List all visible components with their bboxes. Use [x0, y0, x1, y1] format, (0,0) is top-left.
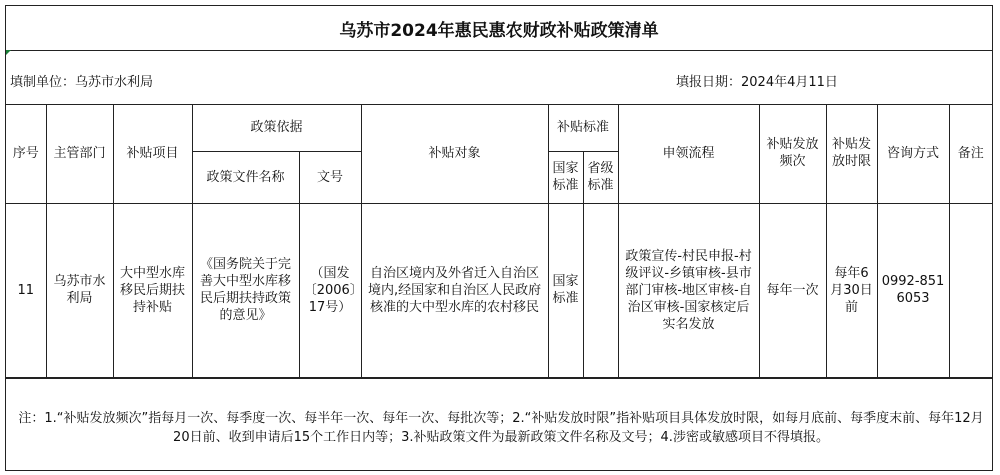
header-target: 补贴对象 [361, 104, 548, 203]
header-doc-no: 文号 [299, 151, 361, 203]
cell-provincial [583, 203, 618, 377]
header-deadline: 补贴发放时限 [826, 104, 877, 203]
header-contact: 咨询方式 [877, 104, 949, 203]
cell-dept: 乌苏市水利局 [46, 203, 113, 377]
table-row [6, 203, 992, 377]
header-dept: 主管部门 [46, 104, 113, 203]
header-item: 补贴项目 [113, 104, 192, 203]
header-remark: 备注 [949, 104, 992, 203]
cell-national: 国家标准 [548, 203, 583, 377]
subsidy-table [6, 104, 992, 378]
cell-doc-no: （国发〔2006〕17号） [299, 203, 361, 377]
header-national: 国家标准 [548, 151, 583, 203]
header-process: 申领流程 [618, 104, 759, 203]
cell-contact: 0992-8516053 [877, 203, 949, 377]
header-seq: 序号 [6, 104, 46, 203]
meta-row [6, 50, 992, 105]
header-doc-name: 政策文件名称 [192, 151, 299, 203]
cell-target: 自治区境内及外省迁入自治区境内,经国家和自治区人民政府核准的大中型水库的农村移民 [361, 203, 548, 377]
sheet-title: 乌苏市2024年惠民惠农财政补贴政策清单 [6, 6, 992, 51]
cell-remark [949, 203, 992, 377]
header-basis: 政策依据 [192, 104, 361, 151]
cell-process: 政策宣传-村民申报-村级评议-乡镇审核-县市部门审核-地区审核-自治区审核-国家核定后实名发放 [618, 203, 759, 377]
cell-seq: 11 [6, 203, 46, 377]
cell-doc-name: 《国务院关于完善大中型水库移民后期扶持政策的意见》 [192, 203, 299, 377]
policy-sheet [5, 5, 993, 471]
cell-deadline: 每年6月30日前 [826, 203, 877, 377]
header-provincial: 省级标准 [583, 151, 618, 203]
fill-unit: 填制单位：乌苏市水利局 [10, 75, 154, 90]
cell-item: 大中型水库移民后期扶持补贴 [113, 203, 192, 377]
footnote: 注：1.“补贴发放频次”指每月一次、每季度一次、每半年一次、每年一次、每批次等；2.“补贴发放时限”指补贴项目具体发放时限，如每月底前、每季度末前、每年12月20日前、收到申请后15个工作日内等；3.补贴政策文件为最新政策文件名称及文号；4.涉密或敏感项目不得填报。 [6, 378, 992, 470]
header-standard: 补贴标准 [548, 104, 618, 151]
cell-frequency: 每年一次 [759, 203, 826, 377]
header-frequency: 补贴发放频次 [759, 104, 826, 203]
fill-date: 填报日期：2024年4月11日 [676, 75, 838, 90]
